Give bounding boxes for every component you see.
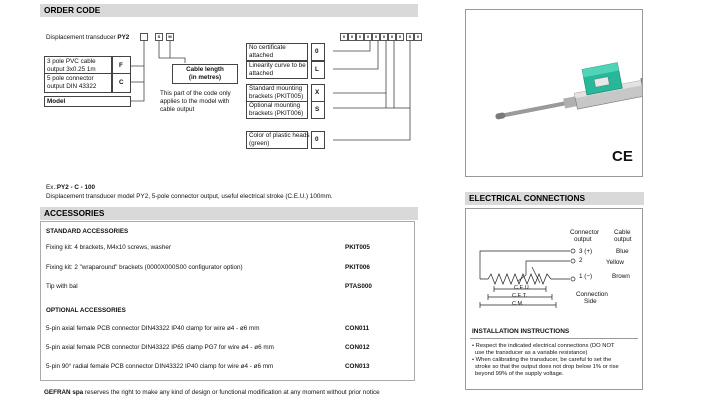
cable-note-l1: This part of the code only [160,90,231,97]
std-acc-row-2: Fixing kit: 2 "wraparound" brackets (0000X000S00 configurator option) [46,264,243,271]
example-line [46,184,95,191]
rc-box: 0 [380,33,388,41]
opt-std-mount [246,84,308,102]
cable-length-l1: Cable length [186,66,224,73]
pin-3: 3 (+) [579,248,593,255]
install-2-l1: • When calibrating the transducer, be careful to set the [472,357,612,363]
opt-linearity [246,61,308,79]
std-acc-code-3: PTAS000 [345,283,372,290]
opt-linearity-code [311,61,325,79]
standard-title: STANDARD ACCESSORIES [46,228,129,235]
install-1-l2: use the transducer as a variable resistance) [475,350,588,356]
connection-side-l1: Connection [576,291,608,298]
rc-box: 0 [388,33,396,41]
option-cable-l2: output 3x0.25 1m [47,66,96,73]
option-cable-code-text: F [119,62,123,69]
order-code-header: ORDER CODE [40,4,418,17]
opt-color-l2: (green) [249,140,270,147]
pin-3-color: Blue [616,248,629,255]
opt-acc-code-2: CON012 [345,344,370,351]
example-desc: Displacement transducer model PY2, 5-pole connector output, useful electrical stroke (C.E.U.) 100mm. [46,193,333,200]
example-code: PY2 - C - 100 [56,184,96,191]
option-connector-code-text: C [119,79,124,86]
cable-output-l2: output [614,236,632,243]
rc-box: 0 [372,33,380,41]
option-connector-l2: output DIN 43322 [47,83,97,90]
pin-2-color: Yellow [606,259,624,266]
rc-box: 0 [356,33,364,41]
connector-output-l2: output [574,236,592,243]
electrical-header: ELECTRICAL CONNECTIONS [465,192,644,205]
rc-box: X [364,33,372,41]
opt-opt-mount-code-text: S [315,106,320,113]
install-divider [470,338,638,339]
code-box-2: S [155,33,163,41]
pin-2: 2 [579,257,583,264]
std-acc-code-2: PKIT006 [345,264,370,271]
option-connector-code [112,73,131,93]
option-connector-l1: 5 pole connector [47,75,94,82]
model-box [44,96,131,107]
model-label-text: Displacement transducer [46,34,116,41]
install-title: INSTALLATION INSTRUCTIONS [472,328,570,335]
footer-brand: GEFRAN spa [44,389,84,396]
std-acc-row-1: Fixing kit: 4 brackets, M4x10 screws, washer [46,244,171,251]
optional-title: OPTIONAL ACCESSORIES [46,307,126,314]
option-connector [44,73,112,93]
model-box-text: Model [47,98,66,105]
ce-mark: CE [612,148,633,165]
rc-box: 0 [348,33,356,41]
example-prefix: Ex.: [46,184,57,191]
electrical-panel [465,208,643,390]
opt-acc-code-3: CON013 [345,363,370,370]
opt-opt-mount [246,101,308,119]
opt-acc-code-1: CON011 [345,325,370,332]
accessories-header: ACCESSORIES [40,207,418,220]
option-cable-l1: 3 pole PVC cable [47,58,96,65]
cable-note-l3: cable output [160,106,195,113]
connector-output-l1: Connector [570,229,600,236]
footer-notice [44,389,380,396]
cable-output-l1: Cable [614,229,631,236]
opt-std-mount-l1: Standard mounting [249,85,303,92]
std-acc-code-1: PKIT005 [345,244,370,251]
connection-side-l2: Side [584,298,597,305]
code-box-3: M [166,33,174,41]
rc-box: 0 [396,33,404,41]
model-code: PY2 [117,34,130,41]
cable-length-l2: (in metres) [188,74,222,81]
install-2-l2: stroke so that the output does not drop below 1% or rise [475,364,619,370]
opt-opt-mount-l2: brackets (PKIT006) [249,110,304,117]
install-1-l1: • Respect the indicated electrical connections (DO NOT [472,343,615,349]
rc-box: S [406,33,414,41]
footer-text: reserves the right to make any kind of design or functional modification at any moment without prior notice [83,389,380,396]
opt-color [246,131,308,149]
opt-no-cert-code-text: 0 [315,48,319,55]
opt-no-cert-code [311,43,325,61]
wiring-schematic [466,209,642,319]
cm-label: C.M. [512,301,524,307]
opt-linearity-l1: Linearity curve to be [249,62,306,69]
cable-length-box [172,64,238,84]
opt-opt-mount-code [311,101,325,119]
opt-linearity-l2: attached [249,70,274,77]
cet-label: C.E.T. [512,293,527,299]
install-2-l3: beyond 99% of the supply voltage. [475,371,564,377]
opt-std-mount-l2: brackets (PKIT005) [249,93,304,100]
opt-no-cert-l2: attached [249,52,274,59]
std-acc-row-3: Tip with bal [46,283,78,290]
rc-box: 0 [340,33,348,41]
pin-1: 1 (−) [579,273,593,280]
opt-acc-row-1: 5-pin axial female PCB connector DIN43322 IP40 clamp for wire ø4 - ø6 mm [46,325,260,332]
pin-1-color: Brown [612,273,630,280]
opt-no-cert [246,43,308,61]
opt-linearity-code-text: L [315,66,319,73]
opt-color-code-text: 0 [315,136,319,143]
opt-std-mount-code [311,84,325,102]
opt-color-code [311,131,325,149]
cable-note-l2: applies to the model with [160,98,230,105]
opt-acc-row-3: 5-pin 90° radial female PCB connector DIN43322 IP40 clamp for wire ø4 - ø6 mm [46,363,274,370]
ceu-label: C.E.U. [514,285,531,291]
opt-acc-row-2: 5-pin axial female PCB connector DIN43322 IP65 clamp PG7 for wire ø4 - ø6 mm [46,344,274,351]
opt-no-cert-l1: No certificate [249,44,286,51]
opt-std-mount-code-text: X [315,89,320,96]
product-image-panel [465,9,643,177]
opt-color-l1: Color of plastic heads [249,132,310,139]
opt-opt-mount-l1: Optional mounting [249,102,301,109]
rc-box: 0 [414,33,422,41]
